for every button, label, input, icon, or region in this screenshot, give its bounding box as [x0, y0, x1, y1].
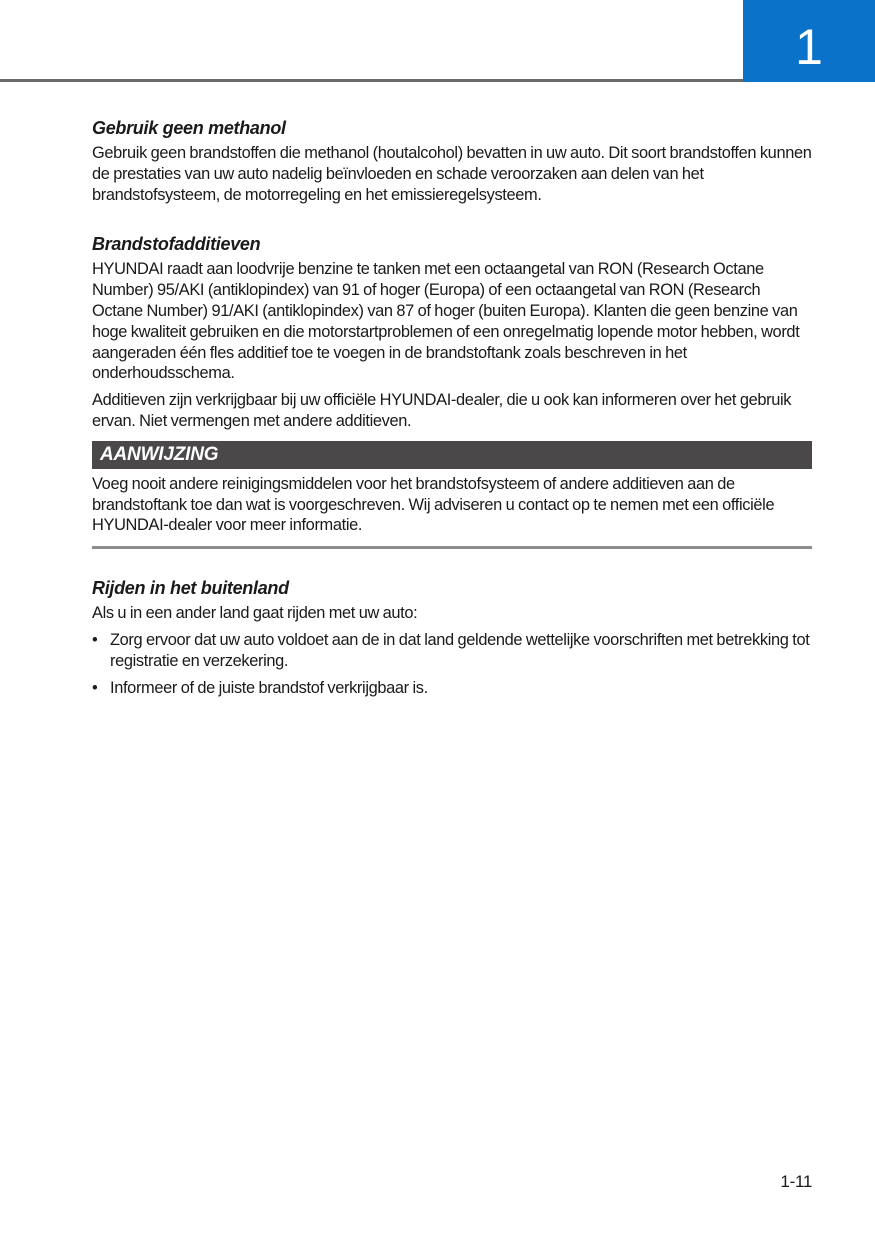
note-text: Voeg nooit andere reinigingsmiddelen voor het brandstofsysteem of andere additieven aan de brandstoftank toe dan wat is voorgeschreven. Wij adviseren u contact op te nemen met een officiële HYUNDAI-dealer voor meer informatie. [92, 474, 775, 535]
page-number: 1-11 [780, 1172, 812, 1191]
note-label: AANWIJZING [92, 441, 812, 469]
section-paragraph: HYUNDAI raadt aan loodvrije benzine te tanken met een octaangetal van RON (Research Octane Number) 95/AKI (antiklopindex) van 91 of hoger (Europa) of een octaangetal van RON (Research Octane Number) 91/AKI (antiklopindex) van 87 of hoger (buiten Europa). Klanten die geen benzine van hoge kwaliteit gebruiken en die motorstartproblemen of een onregelmatig lopende motor hebben, wordt aangeraden één fles additief toe te voegen in de brandstoftank zoals beschreven in het onderhoudsschema. [92, 260, 800, 383]
list-item-text: Informeer of de juiste brandstof verkrijgbaar is. [110, 678, 428, 697]
list-item [92, 678, 812, 699]
section-title: Rijden in het buitenland [92, 578, 289, 599]
chapter-number: 1 [795, 19, 823, 75]
bullet-icon: • [92, 630, 98, 649]
note-body [92, 469, 812, 549]
section-title: Brandstofadditieven [92, 234, 261, 255]
chapter-tab [743, 0, 875, 82]
section-methanol [92, 117, 812, 205]
section-driving-abroad [92, 577, 812, 698]
section-paragraph: Gebruik geen brandstoffen die methanol (houtalcohol) bevatten in uw auto. Dit soort brandstoffen kunnen de prestaties van uw auto nadelig beïnvloeden en schade veroorzaken aan delen van het brandstofsysteem, de motorregeling en het emissieregelsysteem. [92, 144, 812, 204]
note-box [92, 441, 812, 549]
page-content [92, 117, 812, 726]
section-paragraph: Als u in een ander land gaat rijden met uw auto: [92, 604, 418, 623]
list-item-text: Zorg ervoor dat uw auto voldoet aan de in dat land geldende wettelijke voorschriften met betrekking tot registratie en verzekering. [110, 630, 810, 670]
bullet-icon: • [92, 678, 98, 697]
section-fuel-additives [92, 233, 812, 431]
section-title: Gebruik geen methanol [92, 118, 286, 138]
header-rule [0, 79, 743, 82]
section-paragraph: Additieven zijn verkrijgbaar bij uw officiële HYUNDAI-dealer, die u ook kan informeren over het gebruik ervan. Niet vermengen met andere additieven. [92, 391, 792, 430]
list-item [92, 630, 812, 672]
bullet-list [92, 630, 812, 698]
